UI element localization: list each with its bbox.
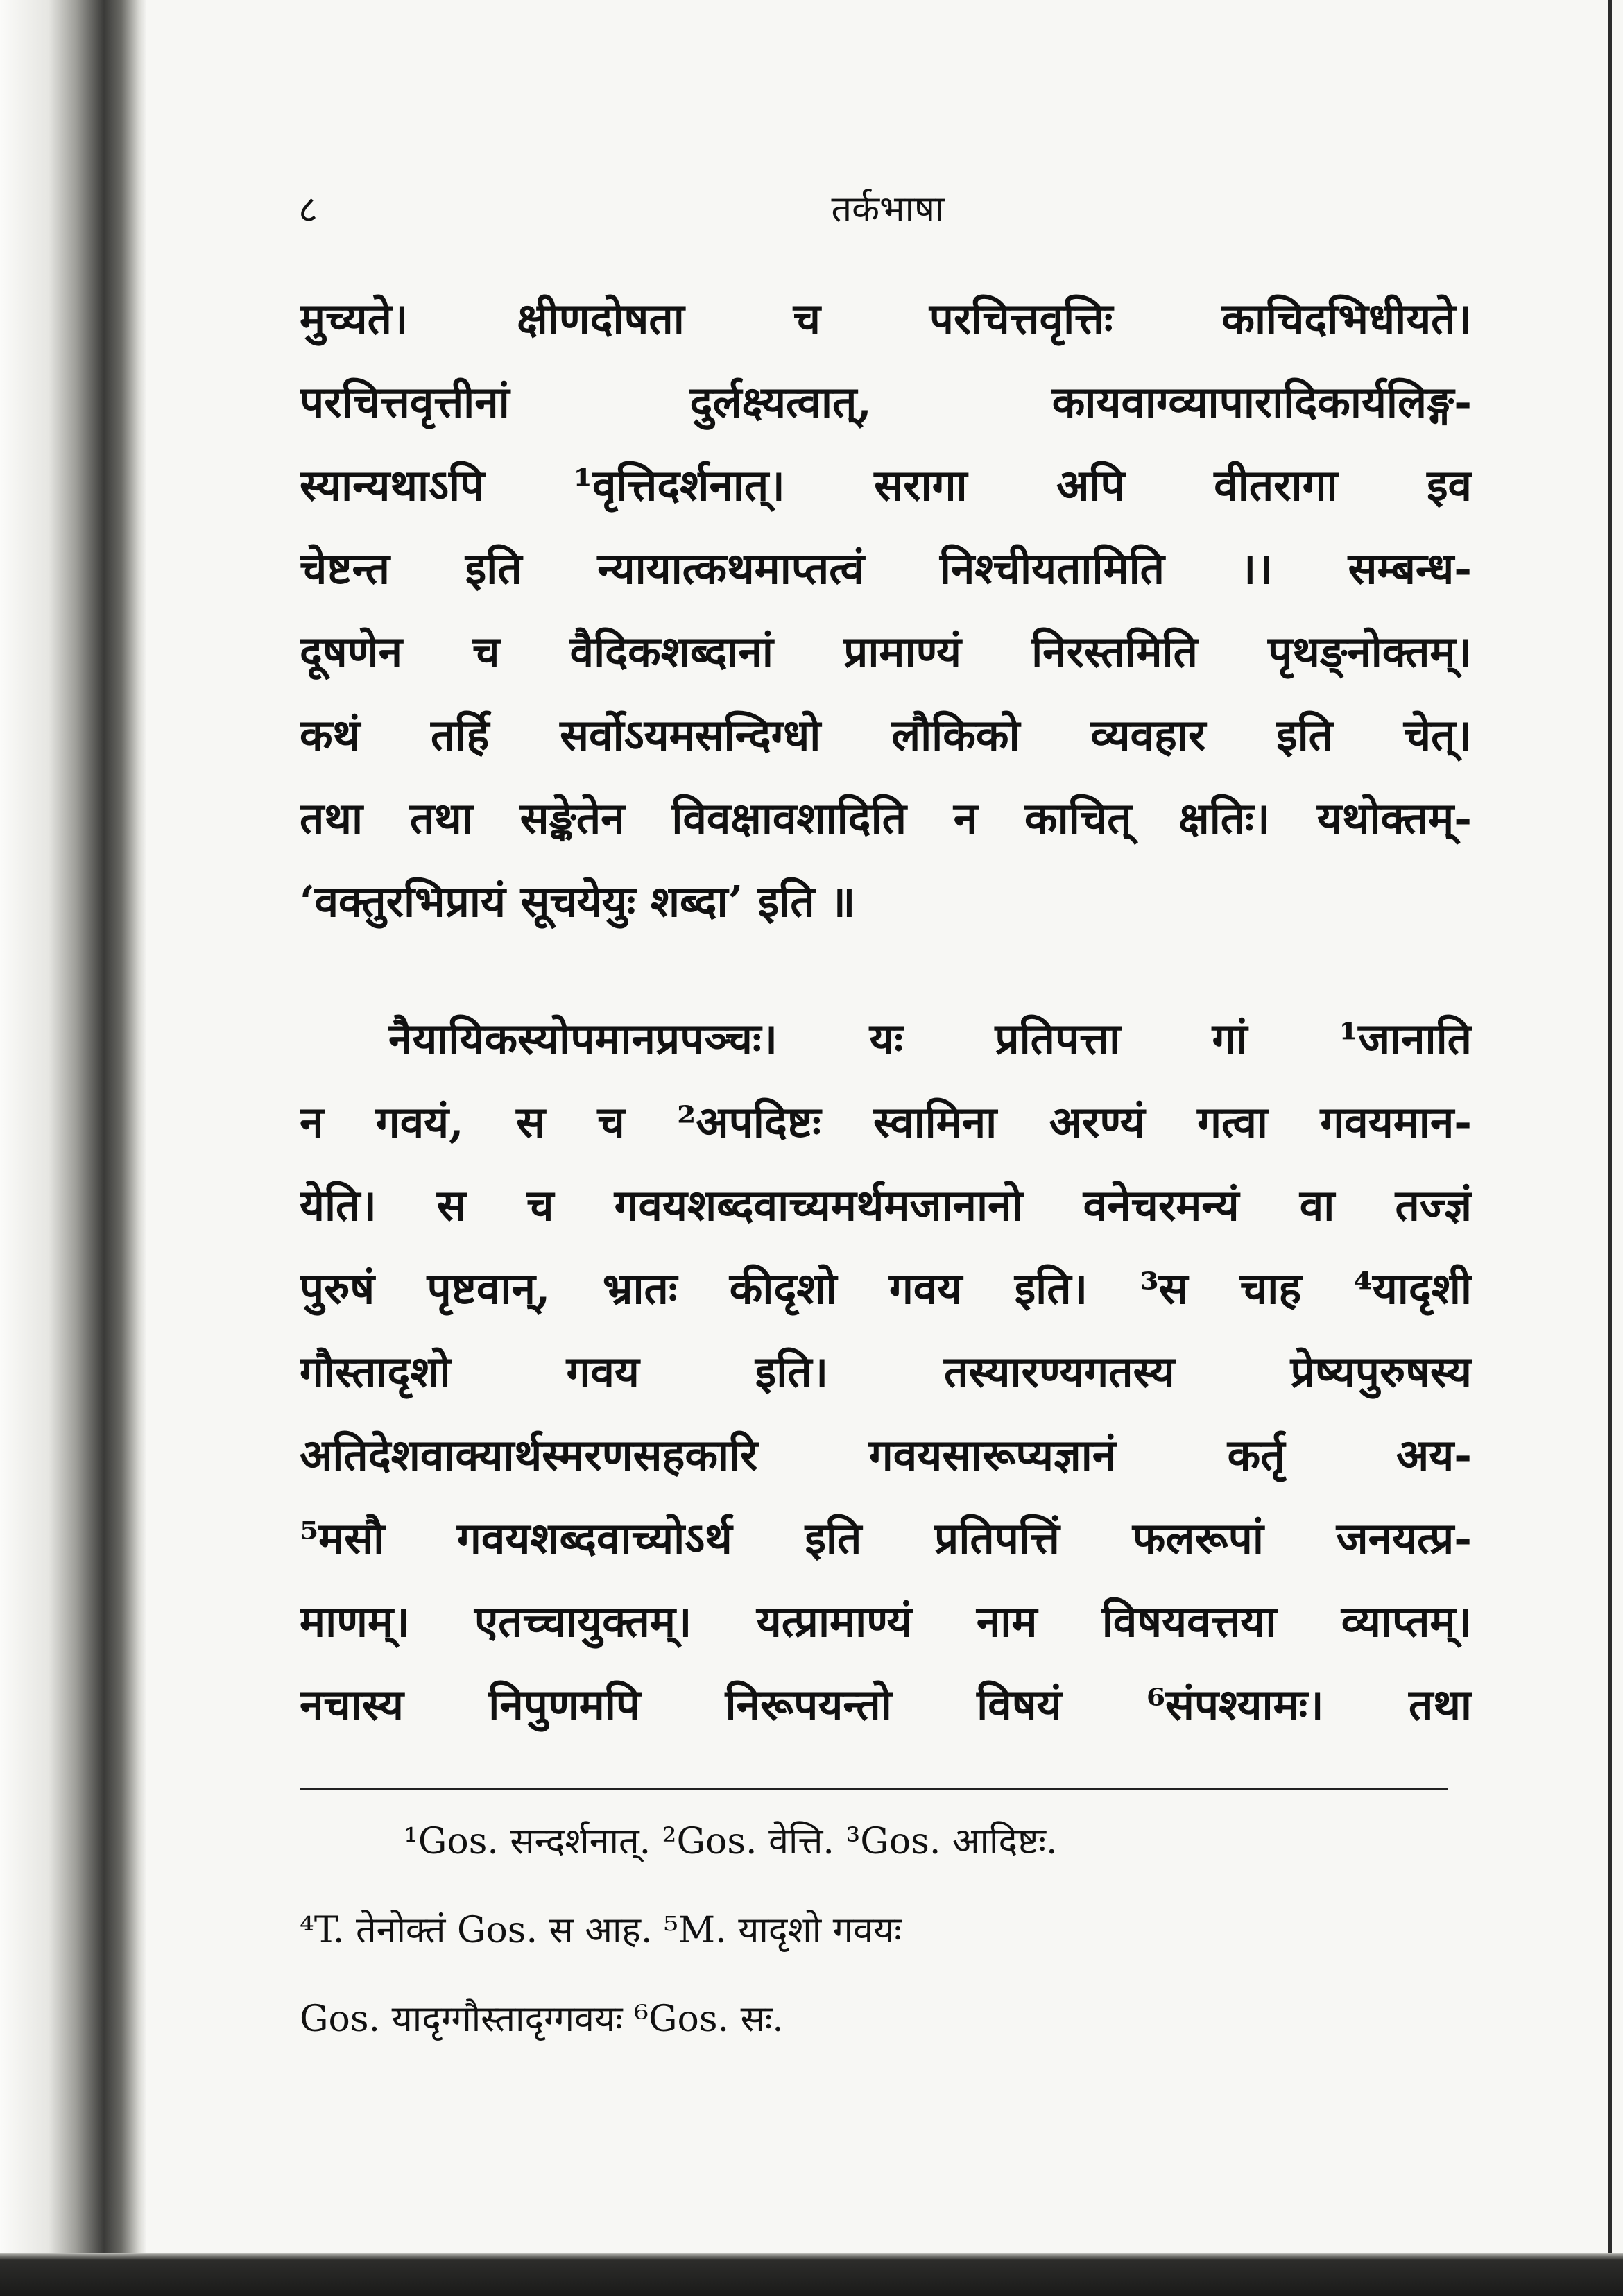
text-line: परचित्तवृत्तीनां दुर्लक्ष्यत्वात्, कायवाग्व्यापारादिकार्यलिङ्ग- bbox=[300, 377, 1472, 427]
footnote-line: ⁴T. तेनोक्तं Gos. स आह. ⁵M. यादृशो गवयः bbox=[300, 1910, 902, 1951]
text-line: तथा तथा सङ्केतेन विवक्षावशादिति न काचित् क्षतिः। यथोक्तम्- bbox=[300, 793, 1472, 843]
text-line: पुरुषं पृष्टवान्, भ्रातः कीदृशो गवय इति। ³स चाह ⁴यादृशी bbox=[300, 1263, 1472, 1314]
binding-gutter-shadow bbox=[0, 0, 146, 2296]
footnote-line: Gos. यादृग्गौस्तादृग्गवयः ⁶Gos. सः. bbox=[300, 1998, 784, 2040]
text-line: मुच्यते। क्षीणदोषता च परचित्तवृत्तिः काचिदभिधीयते। bbox=[300, 293, 1472, 344]
footnote-line: ¹Gos. सन्दर्शनात्. ²Gos. वेत्ति. ³Gos. आदिष्टः. bbox=[404, 1821, 1058, 1862]
text-line: कथं तर्हि सर्वोऽयमसन्दिग्धो लौकिको व्यवहार इति चेत्। bbox=[300, 710, 1472, 760]
footnote-divider bbox=[300, 1788, 1448, 1790]
text-line: दूषणेन च वैदिकशब्दानां प्रामाण्यं निरस्तमिति पृथङ्नोक्तम्। bbox=[300, 626, 1472, 677]
scan-bottom-band bbox=[0, 2253, 1623, 2296]
text-line: अतिदेशवाक्यार्थस्मरणसहकारि गवयसारूप्यज्ञानं कर्तृ अय- bbox=[300, 1430, 1472, 1480]
text-line: स्यान्यथाऽपि ¹वृत्तिदर्शनात्। सरागा अपि वीतरागा इव bbox=[300, 460, 1472, 511]
page-header bbox=[298, 182, 1477, 237]
text-line: येति। स च गवयशब्दवाच्यमर्थमजानानो वनेचरमन्यं वा तज्ज्ञं bbox=[300, 1180, 1472, 1231]
page-number: ८ bbox=[298, 187, 318, 231]
text-line: गौस्तादृशो गवय इति। तस्यारण्यगतस्य प्रेष्यपुरुषस्य bbox=[300, 1346, 1472, 1397]
text-line: माणम्। एतच्चायुक्तम्। यत्प्रामाण्यं नाम विषयवत्तया व्याप्तम्। bbox=[300, 1596, 1472, 1647]
right-edge-rule bbox=[1608, 0, 1612, 2296]
text-line: ‘वक्तुरभिप्रायं सूचयेयुः शब्दा’ इति ॥ bbox=[300, 876, 856, 927]
running-title: तर्कभाषा bbox=[831, 189, 945, 230]
text-line: चेष्टन्त इति न्यायात्कथमाप्तत्वं निश्चीयतामिति ।। सम्बन्ध- bbox=[300, 543, 1472, 594]
text-line: नैयायिकस्योपमानप्रपञ्चः। यः प्रतिपत्ता गां ¹जानाति bbox=[388, 1013, 1472, 1064]
text-line: न गवयं, स च ²अपदिष्टः स्वामिना अरण्यं गत्वा गवयमान- bbox=[300, 1097, 1472, 1147]
text-line: नचास्य निपुणमपि निरूपयन्तो विषयं ⁶संपश्यामः। तथा bbox=[300, 1679, 1472, 1730]
text-line: ⁵मसौ गवयशब्दवाच्योऽर्थ इति प्रतिपत्तिं फलरूपां जनयत्प्र- bbox=[300, 1513, 1472, 1563]
